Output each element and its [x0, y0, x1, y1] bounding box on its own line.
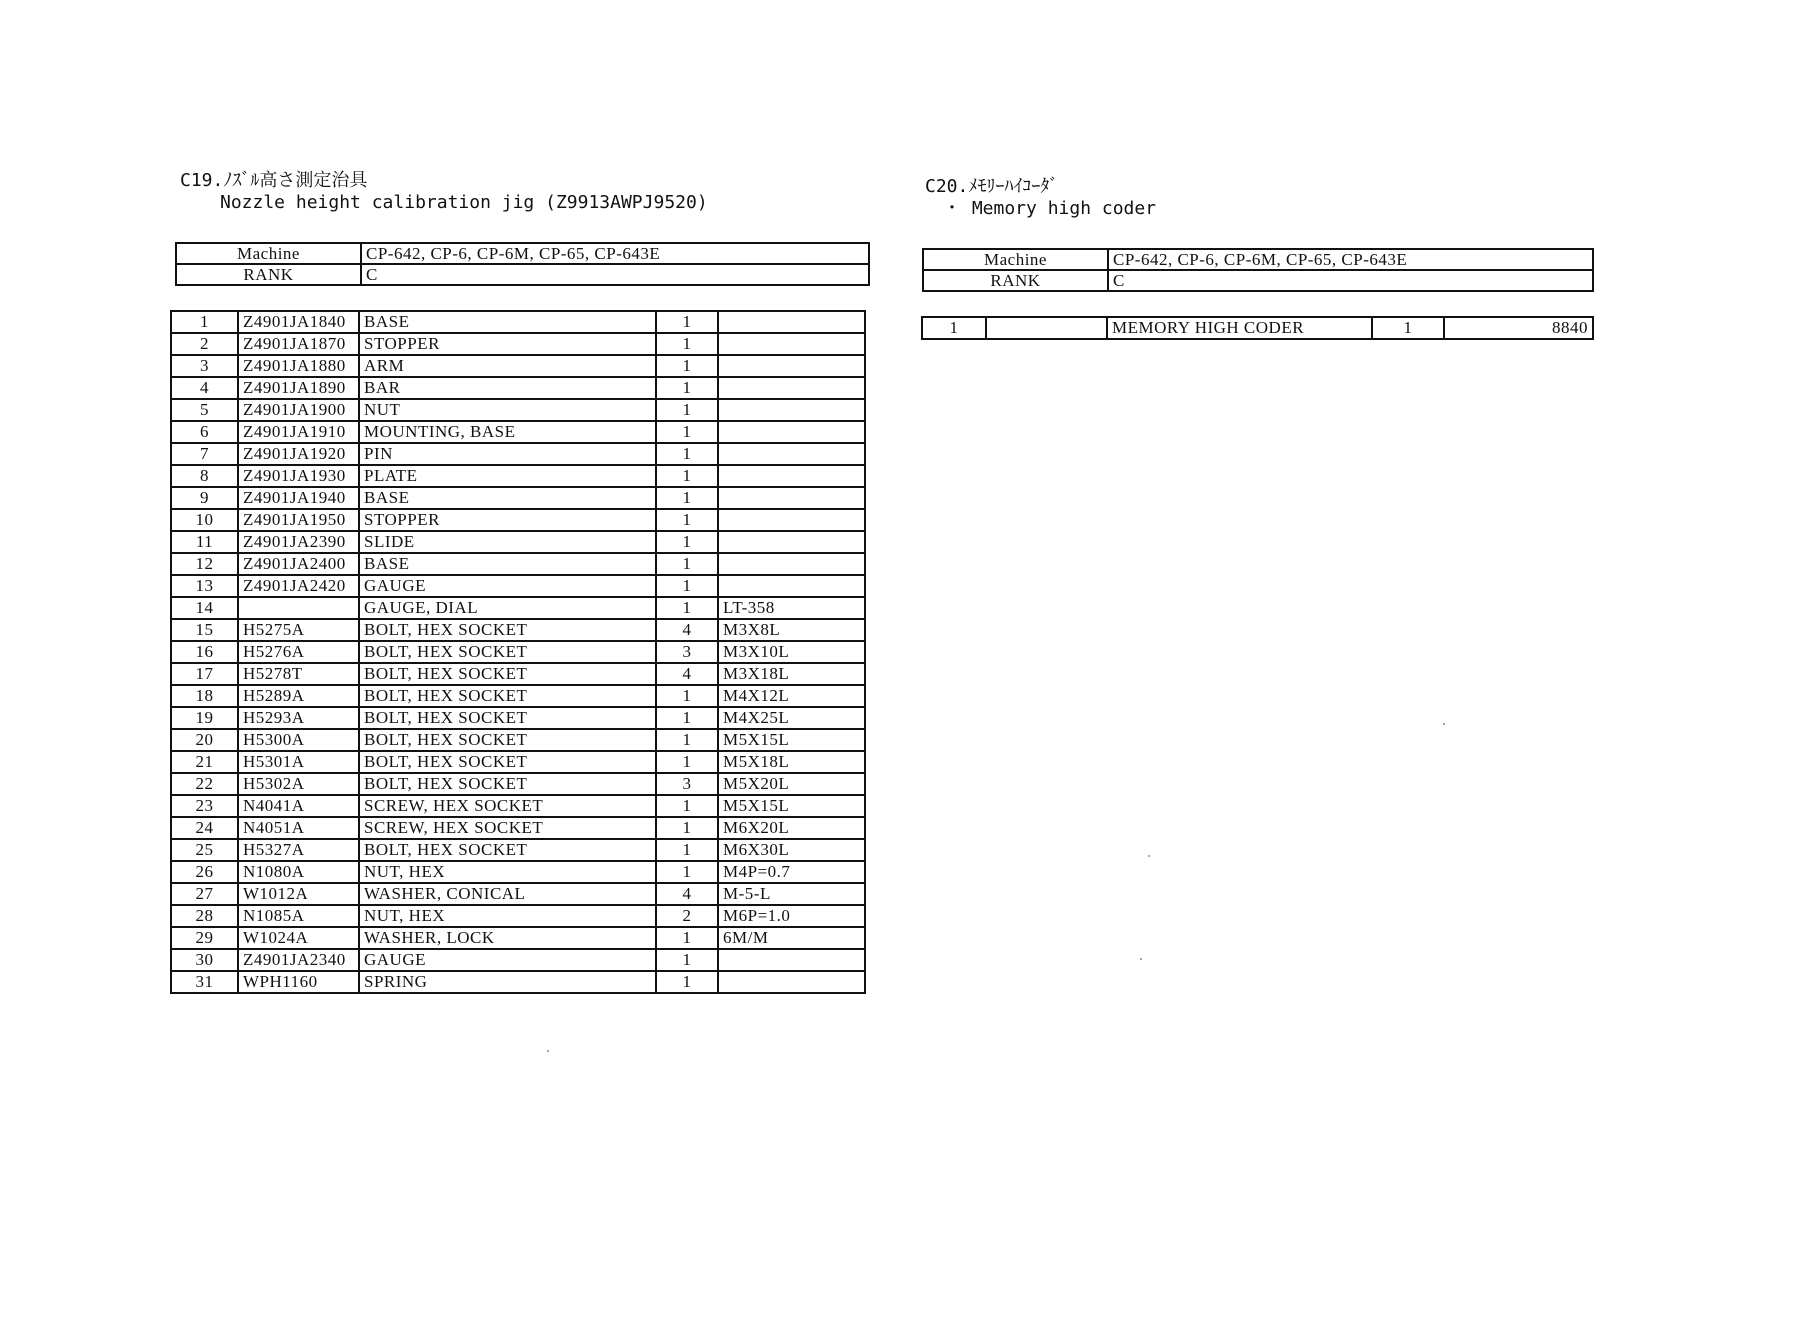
- table-row: [171, 333, 865, 355]
- row-number: 19: [171, 707, 238, 729]
- remark: M6X30L: [718, 839, 865, 861]
- quantity: 1: [656, 377, 718, 399]
- rank-label: RANK: [923, 270, 1108, 291]
- scan-speck: [1140, 958, 1142, 960]
- remark: M3X8L: [718, 619, 865, 641]
- row-number: 11: [171, 531, 238, 553]
- quantity: 1: [656, 421, 718, 443]
- quantity: 1: [656, 751, 718, 773]
- row-number: 1: [171, 311, 238, 333]
- quantity: 1: [656, 729, 718, 751]
- remark: 8840: [1444, 317, 1593, 339]
- quantity: 1: [656, 949, 718, 971]
- part-description: MEMORY HIGH CODER: [1107, 317, 1372, 339]
- row-number: 17: [171, 663, 238, 685]
- remark: [718, 487, 865, 509]
- quantity: 1: [656, 333, 718, 355]
- part-description: BASE: [359, 487, 656, 509]
- part-number: H5275A: [238, 619, 359, 641]
- remark: [718, 553, 865, 575]
- remark: M6P=1.0: [718, 905, 865, 927]
- quantity: 2: [656, 905, 718, 927]
- part-number: [986, 317, 1107, 339]
- part-number: WPH1160: [238, 971, 359, 993]
- part-number: W1012A: [238, 883, 359, 905]
- part-number: N4041A: [238, 795, 359, 817]
- part-number: Z4901JA1940: [238, 487, 359, 509]
- rank-value: C: [1108, 270, 1593, 291]
- c19-rank-row: [176, 264, 869, 285]
- part-number: Z4901JA1840: [238, 311, 359, 333]
- part-number: Z4901JA1930: [238, 465, 359, 487]
- table-row: [922, 317, 1593, 339]
- part-description: SPRING: [359, 971, 656, 993]
- part-description: WASHER, LOCK: [359, 927, 656, 949]
- part-description: BOLT, HEX SOCKET: [359, 685, 656, 707]
- remark: [718, 575, 865, 597]
- quantity: 1: [656, 487, 718, 509]
- remark: M5X15L: [718, 729, 865, 751]
- quantity: 1: [656, 531, 718, 553]
- row-number: 27: [171, 883, 238, 905]
- row-number: 4: [171, 377, 238, 399]
- part-description: GAUGE, DIAL: [359, 597, 656, 619]
- part-number: [238, 597, 359, 619]
- table-row: [171, 443, 865, 465]
- row-number: 20: [171, 729, 238, 751]
- quantity: 1: [656, 553, 718, 575]
- table-row: [171, 729, 865, 751]
- remark: [718, 311, 865, 333]
- remark: [718, 509, 865, 531]
- c19-machine-row: [176, 243, 869, 264]
- part-number: Z4901JA2390: [238, 531, 359, 553]
- remark: M3X18L: [718, 663, 865, 685]
- rank-value: C: [361, 264, 869, 285]
- scan-speck: [1148, 855, 1150, 857]
- part-description: SCREW, HEX SOCKET: [359, 795, 656, 817]
- row-number: 31: [171, 971, 238, 993]
- c19-subtitle: Nozzle height calibration jig (Z9913AWPJ9520): [220, 192, 708, 213]
- remark: [718, 465, 865, 487]
- quantity: 3: [656, 773, 718, 795]
- remark: 6M/M: [718, 927, 865, 949]
- machine-value: CP-642, CP-6, CP-6M, CP-65, CP-643E: [1108, 249, 1593, 270]
- row-number: 15: [171, 619, 238, 641]
- table-row: [171, 927, 865, 949]
- remark: M3X10L: [718, 641, 865, 663]
- part-number: Z4901JA1900: [238, 399, 359, 421]
- quantity: 1: [1372, 317, 1444, 339]
- row-number: 23: [171, 795, 238, 817]
- part-description: SLIDE: [359, 531, 656, 553]
- part-description: NUT, HEX: [359, 905, 656, 927]
- table-row: [171, 971, 865, 993]
- part-number: Z4901JA2340: [238, 949, 359, 971]
- part-description: MOUNTING, BASE: [359, 421, 656, 443]
- part-number: N4051A: [238, 817, 359, 839]
- table-row: [171, 597, 865, 619]
- table-row: [171, 619, 865, 641]
- remark: [718, 531, 865, 553]
- remark: [718, 949, 865, 971]
- table-row: [171, 355, 865, 377]
- part-number: H5293A: [238, 707, 359, 729]
- table-row: [171, 421, 865, 443]
- quantity: 4: [656, 619, 718, 641]
- part-number: Z4901JA2400: [238, 553, 359, 575]
- table-row: [171, 377, 865, 399]
- row-number: 29: [171, 927, 238, 949]
- row-number: 10: [171, 509, 238, 531]
- part-number: H5300A: [238, 729, 359, 751]
- row-number: 12: [171, 553, 238, 575]
- quantity: 1: [656, 575, 718, 597]
- row-number: 8: [171, 465, 238, 487]
- remark: [718, 377, 865, 399]
- part-number: Z4901JA1920: [238, 443, 359, 465]
- quantity: 1: [656, 795, 718, 817]
- part-description: BOLT, HEX SOCKET: [359, 839, 656, 861]
- machine-value: CP-642, CP-6, CP-6M, CP-65, CP-643E: [361, 243, 869, 264]
- part-number: H5302A: [238, 773, 359, 795]
- table-row: [171, 905, 865, 927]
- part-number: H5327A: [238, 839, 359, 861]
- row-number: 26: [171, 861, 238, 883]
- machine-label: Machine: [923, 249, 1108, 270]
- remark: M6X20L: [718, 817, 865, 839]
- part-description: WASHER, CONICAL: [359, 883, 656, 905]
- table-row: [171, 465, 865, 487]
- remark: M4X12L: [718, 685, 865, 707]
- part-description: STOPPER: [359, 509, 656, 531]
- remark: M5X18L: [718, 751, 865, 773]
- part-description: PLATE: [359, 465, 656, 487]
- part-description: BOLT, HEX SOCKET: [359, 707, 656, 729]
- remark: M5X15L: [718, 795, 865, 817]
- part-description: BOLT, HEX SOCKET: [359, 773, 656, 795]
- c19-parts-table: [170, 310, 866, 994]
- table-row: [171, 685, 865, 707]
- row-number: 24: [171, 817, 238, 839]
- quantity: 1: [656, 399, 718, 421]
- part-number: H5301A: [238, 751, 359, 773]
- row-number: 7: [171, 443, 238, 465]
- part-description: PIN: [359, 443, 656, 465]
- row-number: 6: [171, 421, 238, 443]
- table-row: [171, 509, 865, 531]
- part-description: NUT: [359, 399, 656, 421]
- table-row: [171, 553, 865, 575]
- c20-header-table: [922, 248, 1594, 292]
- remark: [718, 971, 865, 993]
- c20-title: C20.ﾒﾓﾘｰﾊｲｺｰﾀﾞ: [925, 176, 1059, 197]
- row-number: 21: [171, 751, 238, 773]
- table-row: [171, 883, 865, 905]
- part-description: BOLT, HEX SOCKET: [359, 729, 656, 751]
- quantity: 1: [656, 355, 718, 377]
- part-description: GAUGE: [359, 575, 656, 597]
- row-number: 2: [171, 333, 238, 355]
- remark: [718, 355, 865, 377]
- c20-machine-row: [923, 249, 1593, 270]
- c20-section: [925, 176, 1156, 220]
- part-description: BASE: [359, 311, 656, 333]
- row-number: 9: [171, 487, 238, 509]
- remark: M-5-L: [718, 883, 865, 905]
- part-number: Z4901JA2420: [238, 575, 359, 597]
- table-row: [171, 531, 865, 553]
- remark: M4X25L: [718, 707, 865, 729]
- quantity: 1: [656, 839, 718, 861]
- row-number: 1: [922, 317, 986, 339]
- row-number: 22: [171, 773, 238, 795]
- c19-header-table: [175, 242, 870, 286]
- part-description: BASE: [359, 553, 656, 575]
- quantity: 1: [656, 509, 718, 531]
- scan-speck: [547, 1050, 549, 1052]
- part-number: H5278T: [238, 663, 359, 685]
- row-number: 16: [171, 641, 238, 663]
- part-description: BOLT, HEX SOCKET: [359, 619, 656, 641]
- quantity: 1: [656, 971, 718, 993]
- quantity: 3: [656, 641, 718, 663]
- part-number: W1024A: [238, 927, 359, 949]
- quantity: 4: [656, 663, 718, 685]
- quantity: 4: [656, 883, 718, 905]
- table-row: [171, 487, 865, 509]
- table-row: [171, 663, 865, 685]
- quantity: 1: [656, 707, 718, 729]
- row-number: 14: [171, 597, 238, 619]
- remark: [718, 443, 865, 465]
- table-row: [171, 817, 865, 839]
- quantity: 1: [656, 817, 718, 839]
- part-number: Z4901JA1910: [238, 421, 359, 443]
- table-row: [171, 949, 865, 971]
- part-description: SCREW, HEX SOCKET: [359, 817, 656, 839]
- part-number: Z4901JA1950: [238, 509, 359, 531]
- part-description: BAR: [359, 377, 656, 399]
- part-description: GAUGE: [359, 949, 656, 971]
- table-row: [171, 839, 865, 861]
- quantity: 1: [656, 927, 718, 949]
- quantity: 1: [656, 685, 718, 707]
- machine-label: Machine: [176, 243, 361, 264]
- table-row: [171, 795, 865, 817]
- part-description: BOLT, HEX SOCKET: [359, 641, 656, 663]
- quantity: 1: [656, 465, 718, 487]
- scan-speck: [1443, 723, 1445, 725]
- c20-rank-row: [923, 270, 1593, 291]
- part-number: N1085A: [238, 905, 359, 927]
- table-row: [171, 861, 865, 883]
- remark: M4P=0.7: [718, 861, 865, 883]
- part-description: BOLT, HEX SOCKET: [359, 751, 656, 773]
- part-description: NUT, HEX: [359, 861, 656, 883]
- quantity: 1: [656, 443, 718, 465]
- quantity: 1: [656, 311, 718, 333]
- c19-title: C19.ﾉｽﾞﾙ高さ測定治具: [180, 170, 368, 191]
- part-description: STOPPER: [359, 333, 656, 355]
- remark: LT-358: [718, 597, 865, 619]
- row-number: 5: [171, 399, 238, 421]
- remark: [718, 333, 865, 355]
- rank-label: RANK: [176, 264, 361, 285]
- remark: [718, 421, 865, 443]
- quantity: 1: [656, 861, 718, 883]
- table-row: [171, 399, 865, 421]
- part-number: H5289A: [238, 685, 359, 707]
- part-number: Z4901JA1890: [238, 377, 359, 399]
- c20-parts-table: [921, 316, 1594, 340]
- table-row: [171, 575, 865, 597]
- part-number: H5276A: [238, 641, 359, 663]
- table-row: [171, 641, 865, 663]
- part-description: ARM: [359, 355, 656, 377]
- table-row: [171, 773, 865, 795]
- row-number: 3: [171, 355, 238, 377]
- table-row: [171, 311, 865, 333]
- c20-subtitle: ・ Memory high coder: [943, 198, 1157, 219]
- table-row: [171, 707, 865, 729]
- row-number: 18: [171, 685, 238, 707]
- quantity: 1: [656, 597, 718, 619]
- part-number: N1080A: [238, 861, 359, 883]
- part-description: BOLT, HEX SOCKET: [359, 663, 656, 685]
- remark: [718, 399, 865, 421]
- table-row: [171, 751, 865, 773]
- part-number: Z4901JA1870: [238, 333, 359, 355]
- c19-section: [180, 170, 708, 214]
- part-number: Z4901JA1880: [238, 355, 359, 377]
- row-number: 28: [171, 905, 238, 927]
- row-number: 30: [171, 949, 238, 971]
- remark: M5X20L: [718, 773, 865, 795]
- row-number: 25: [171, 839, 238, 861]
- row-number: 13: [171, 575, 238, 597]
